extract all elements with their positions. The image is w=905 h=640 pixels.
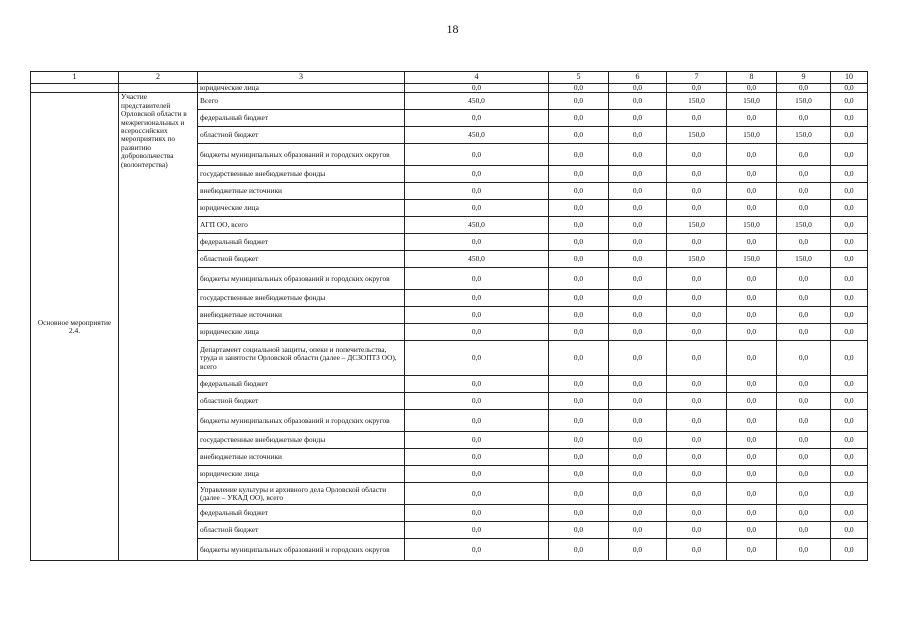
value-cell: 0,0 bbox=[777, 290, 831, 307]
value-cell: 0,0 bbox=[831, 290, 868, 307]
measure-label-cell: Основное мероприятие 2.4. bbox=[31, 93, 119, 561]
value-cell: 0,0 bbox=[405, 466, 549, 483]
value-cell: 0,0 bbox=[549, 483, 609, 505]
funding-source-cell: областной бюджет bbox=[198, 393, 405, 410]
value-cell: 0,0 bbox=[831, 127, 868, 144]
value-cell: 0,0 bbox=[667, 183, 727, 200]
funding-source-cell: государственные внебюджетные фонды bbox=[198, 166, 405, 183]
value-cell: 0,0 bbox=[405, 324, 549, 341]
value-cell: 0,0 bbox=[405, 376, 549, 393]
value-cell: 0,0 bbox=[777, 505, 831, 522]
value-cell: 0,0 bbox=[667, 84, 727, 93]
value-cell: 0,0 bbox=[777, 200, 831, 217]
funding-source-cell: бюджеты муниципальных образований и городских округов bbox=[198, 268, 405, 290]
value-cell: 0,0 bbox=[609, 234, 667, 251]
value-cell: 0,0 bbox=[549, 166, 609, 183]
value-cell: 0,0 bbox=[667, 393, 727, 410]
funding-source-cell: федеральный бюджет bbox=[198, 234, 405, 251]
value-cell: 0,0 bbox=[549, 539, 609, 561]
column-header: 9 bbox=[777, 72, 831, 84]
value-cell: 0,0 bbox=[727, 324, 777, 341]
value-cell: 0,0 bbox=[727, 234, 777, 251]
value-cell: 0,0 bbox=[549, 307, 609, 324]
value-cell: 0,0 bbox=[727, 522, 777, 539]
value-cell: 0,0 bbox=[727, 110, 777, 127]
funding-source-cell: областной бюджет bbox=[198, 522, 405, 539]
value-cell: 0,0 bbox=[831, 483, 868, 505]
value-cell: 0,0 bbox=[609, 324, 667, 341]
funding-source-cell: юридические лица bbox=[198, 324, 405, 341]
value-cell: 0,0 bbox=[549, 410, 609, 432]
value-cell: 0,0 bbox=[831, 166, 868, 183]
value-cell: 0,0 bbox=[549, 217, 609, 234]
value-cell: 0,0 bbox=[549, 393, 609, 410]
value-cell: 0,0 bbox=[667, 410, 727, 432]
value-cell: 0,0 bbox=[609, 483, 667, 505]
column-header: 5 bbox=[549, 72, 609, 84]
value-cell: 0,0 bbox=[727, 432, 777, 449]
value-cell: 0,0 bbox=[727, 483, 777, 505]
column-header: 4 bbox=[405, 72, 549, 84]
value-cell: 450,0 bbox=[405, 251, 549, 268]
budget-table bbox=[30, 71, 868, 561]
value-cell: 450,0 bbox=[405, 93, 549, 110]
funding-source-cell: федеральный бюджет bbox=[198, 110, 405, 127]
value-cell: 0,0 bbox=[609, 522, 667, 539]
value-cell: 0,0 bbox=[777, 84, 831, 93]
value-cell: 0,0 bbox=[405, 393, 549, 410]
value-cell: 0,0 bbox=[831, 376, 868, 393]
funding-source-cell: юридические лица bbox=[198, 466, 405, 483]
value-cell: 0,0 bbox=[609, 127, 667, 144]
value-cell: 0,0 bbox=[405, 110, 549, 127]
value-cell: 0,0 bbox=[777, 539, 831, 561]
value-cell: 0,0 bbox=[609, 539, 667, 561]
value-cell: 0,0 bbox=[549, 110, 609, 127]
value-cell: 0,0 bbox=[405, 144, 549, 166]
value-cell: 0,0 bbox=[549, 522, 609, 539]
value-cell: 0,0 bbox=[831, 93, 868, 110]
value-cell: 150,0 bbox=[777, 217, 831, 234]
value-cell: 0,0 bbox=[609, 84, 667, 93]
value-cell: 0,0 bbox=[667, 324, 727, 341]
value-cell: 0,0 bbox=[405, 234, 549, 251]
value-cell: 0,0 bbox=[831, 432, 868, 449]
value-cell: 0,0 bbox=[727, 268, 777, 290]
value-cell: 0,0 bbox=[727, 393, 777, 410]
column-header: 8 bbox=[727, 72, 777, 84]
funding-source-cell: Департамент социальной защиты, опеки и попечительства, труда и занятости Орловской области (далее – ДСЗОПТЗ ОО), всего bbox=[198, 341, 405, 376]
funding-source-cell: областной бюджет bbox=[198, 251, 405, 268]
value-cell: 0,0 bbox=[777, 183, 831, 200]
value-cell: 0,0 bbox=[405, 449, 549, 466]
value-cell: 150,0 bbox=[667, 93, 727, 110]
table-header-row bbox=[31, 72, 868, 84]
value-cell: 0,0 bbox=[609, 376, 667, 393]
value-cell: 0,0 bbox=[727, 200, 777, 217]
value-cell: 0,0 bbox=[549, 127, 609, 144]
value-cell: 0,0 bbox=[667, 166, 727, 183]
value-cell: 0,0 bbox=[609, 505, 667, 522]
value-cell: 150,0 bbox=[667, 217, 727, 234]
table-row bbox=[31, 93, 868, 110]
value-cell: 0,0 bbox=[831, 522, 868, 539]
value-cell: 0,0 bbox=[831, 110, 868, 127]
value-cell: 0,0 bbox=[405, 522, 549, 539]
value-cell: 0,0 bbox=[609, 290, 667, 307]
funding-source-cell: внебюджетные источники bbox=[198, 307, 405, 324]
value-cell: 0,0 bbox=[831, 234, 868, 251]
value-cell: 0,0 bbox=[405, 341, 549, 376]
value-cell: 0,0 bbox=[831, 410, 868, 432]
value-cell: 0,0 bbox=[831, 183, 868, 200]
value-cell: 0,0 bbox=[609, 251, 667, 268]
value-cell: 0,0 bbox=[549, 200, 609, 217]
value-cell: 0,0 bbox=[777, 410, 831, 432]
value-cell: 0,0 bbox=[549, 234, 609, 251]
value-cell: 0,0 bbox=[831, 84, 868, 93]
value-cell: 0,0 bbox=[667, 234, 727, 251]
value-cell: 0,0 bbox=[609, 268, 667, 290]
value-cell: 450,0 bbox=[405, 127, 549, 144]
value-cell: 0,0 bbox=[831, 539, 868, 561]
value-cell: 150,0 bbox=[727, 217, 777, 234]
funding-source-cell: бюджеты муниципальных образований и городских округов bbox=[198, 539, 405, 561]
value-cell: 0,0 bbox=[609, 341, 667, 376]
value-cell: 0,0 bbox=[831, 217, 868, 234]
value-cell: 0,0 bbox=[831, 449, 868, 466]
value-cell: 0,0 bbox=[667, 110, 727, 127]
funding-source-cell: областной бюджет bbox=[198, 127, 405, 144]
value-cell: 0,0 bbox=[667, 144, 727, 166]
value-cell: 0,0 bbox=[727, 341, 777, 376]
funding-source-cell: государственные внебюджетные фонды bbox=[198, 290, 405, 307]
column-header: 2 bbox=[119, 72, 198, 84]
column-header: 3 bbox=[198, 72, 405, 84]
value-cell: 150,0 bbox=[727, 251, 777, 268]
funding-source-cell: федеральный бюджет bbox=[198, 376, 405, 393]
value-cell: 150,0 bbox=[777, 93, 831, 110]
value-cell: 0,0 bbox=[727, 505, 777, 522]
value-cell: 0,0 bbox=[549, 144, 609, 166]
value-cell: 0,0 bbox=[609, 183, 667, 200]
value-cell: 150,0 bbox=[667, 127, 727, 144]
value-cell: 0,0 bbox=[609, 393, 667, 410]
value-cell: 0,0 bbox=[667, 505, 727, 522]
value-cell: 0,0 bbox=[777, 166, 831, 183]
value-cell: 0,0 bbox=[405, 84, 549, 93]
value-cell: 0,0 bbox=[405, 539, 549, 561]
value-cell: 0,0 bbox=[667, 268, 727, 290]
value-cell: 0,0 bbox=[549, 432, 609, 449]
value-cell: 0,0 bbox=[609, 466, 667, 483]
value-cell: 0,0 bbox=[831, 307, 868, 324]
value-cell: 0,0 bbox=[777, 268, 831, 290]
value-cell: 450,0 bbox=[405, 217, 549, 234]
value-cell: 0,0 bbox=[609, 110, 667, 127]
value-cell: 0,0 bbox=[405, 505, 549, 522]
value-cell: 0,0 bbox=[727, 449, 777, 466]
column-header: 10 bbox=[831, 72, 868, 84]
value-cell: 150,0 bbox=[727, 127, 777, 144]
value-cell: 0,0 bbox=[549, 341, 609, 376]
value-cell: 0,0 bbox=[727, 307, 777, 324]
value-cell: 0,0 bbox=[405, 183, 549, 200]
funding-source-cell: АГП ОО, всего bbox=[198, 217, 405, 234]
value-cell: 0,0 bbox=[405, 483, 549, 505]
value-cell: 0,0 bbox=[777, 483, 831, 505]
value-cell: 0,0 bbox=[549, 251, 609, 268]
value-cell: 0,0 bbox=[609, 449, 667, 466]
empty-cell bbox=[119, 84, 198, 93]
value-cell: 0,0 bbox=[667, 376, 727, 393]
value-cell: 0,0 bbox=[831, 144, 868, 166]
value-cell: 0,0 bbox=[667, 432, 727, 449]
value-cell: 0,0 bbox=[667, 449, 727, 466]
value-cell: 0,0 bbox=[831, 341, 868, 376]
value-cell: 0,0 bbox=[667, 539, 727, 561]
value-cell: 0,0 bbox=[549, 324, 609, 341]
value-cell: 0,0 bbox=[549, 449, 609, 466]
value-cell: 0,0 bbox=[831, 268, 868, 290]
funding-source-cell: Всего bbox=[198, 93, 405, 110]
value-cell: 0,0 bbox=[405, 410, 549, 432]
value-cell: 0,0 bbox=[667, 307, 727, 324]
value-cell: 0,0 bbox=[405, 268, 549, 290]
value-cell: 0,0 bbox=[609, 432, 667, 449]
value-cell: 0,0 bbox=[777, 341, 831, 376]
value-cell: 0,0 bbox=[727, 290, 777, 307]
value-cell: 0,0 bbox=[777, 522, 831, 539]
value-cell: 0,0 bbox=[831, 200, 868, 217]
value-cell: 150,0 bbox=[777, 251, 831, 268]
funding-source-cell: государственные внебюджетные фонды bbox=[198, 432, 405, 449]
value-cell: 150,0 bbox=[777, 127, 831, 144]
value-cell: 0,0 bbox=[727, 183, 777, 200]
value-cell: 0,0 bbox=[549, 290, 609, 307]
value-cell: 0,0 bbox=[777, 449, 831, 466]
value-cell: 0,0 bbox=[667, 466, 727, 483]
value-cell: 0,0 bbox=[405, 307, 549, 324]
value-cell: 0,0 bbox=[727, 166, 777, 183]
funding-source-cell: внебюджетные источники bbox=[198, 449, 405, 466]
value-cell: 0,0 bbox=[549, 93, 609, 110]
funding-source-cell: бюджеты муниципальных образований и городских округов bbox=[198, 410, 405, 432]
value-cell: 0,0 bbox=[777, 432, 831, 449]
value-cell: 0,0 bbox=[777, 307, 831, 324]
value-cell: 0,0 bbox=[667, 200, 727, 217]
value-cell: 0,0 bbox=[831, 505, 868, 522]
value-cell: 150,0 bbox=[727, 93, 777, 110]
value-cell: 0,0 bbox=[831, 393, 868, 410]
value-cell: 0,0 bbox=[405, 166, 549, 183]
value-cell: 0,0 bbox=[831, 251, 868, 268]
value-cell: 0,0 bbox=[777, 466, 831, 483]
value-cell: 0,0 bbox=[777, 393, 831, 410]
value-cell: 0,0 bbox=[777, 110, 831, 127]
value-cell: 0,0 bbox=[405, 432, 549, 449]
value-cell: 0,0 bbox=[727, 466, 777, 483]
value-cell: 0,0 bbox=[727, 84, 777, 93]
value-cell: 0,0 bbox=[405, 290, 549, 307]
value-cell: 0,0 bbox=[609, 200, 667, 217]
value-cell: 0,0 bbox=[831, 466, 868, 483]
funding-source-cell: юридические лица bbox=[198, 84, 405, 93]
value-cell: 0,0 bbox=[609, 410, 667, 432]
value-cell: 0,0 bbox=[609, 144, 667, 166]
value-cell: 0,0 bbox=[667, 522, 727, 539]
value-cell: 0,0 bbox=[609, 307, 667, 324]
table-row bbox=[31, 84, 868, 93]
value-cell: 0,0 bbox=[405, 200, 549, 217]
funding-source-cell: федеральный бюджет bbox=[198, 505, 405, 522]
value-cell: 0,0 bbox=[667, 483, 727, 505]
column-header: 7 bbox=[667, 72, 727, 84]
value-cell: 0,0 bbox=[727, 376, 777, 393]
value-cell: 0,0 bbox=[777, 376, 831, 393]
value-cell: 0,0 bbox=[609, 166, 667, 183]
value-cell: 0,0 bbox=[777, 144, 831, 166]
funding-source-cell: Управление культуры и архивного дела Орловской области (далее – УКАД ОО), всего bbox=[198, 483, 405, 505]
funding-source-cell: бюджеты муниципальных образований и городских округов bbox=[198, 144, 405, 166]
value-cell: 0,0 bbox=[777, 234, 831, 251]
value-cell: 0,0 bbox=[727, 144, 777, 166]
empty-cell bbox=[31, 84, 119, 93]
value-cell: 0,0 bbox=[549, 268, 609, 290]
value-cell: 0,0 bbox=[831, 324, 868, 341]
value-cell: 0,0 bbox=[609, 217, 667, 234]
column-header: 6 bbox=[609, 72, 667, 84]
page-number: 18 bbox=[446, 22, 459, 36]
value-cell: 0,0 bbox=[727, 410, 777, 432]
value-cell: 0,0 bbox=[727, 539, 777, 561]
value-cell: 0,0 bbox=[667, 341, 727, 376]
funding-source-cell: юридические лица bbox=[198, 200, 405, 217]
value-cell: 0,0 bbox=[667, 290, 727, 307]
value-cell: 0,0 bbox=[549, 505, 609, 522]
value-cell: 0,0 bbox=[549, 466, 609, 483]
activity-label-cell: Участие представителей Орловской области в межрегиональных и всероссийских мероприятиях по развитию добровольчества (волонтерства) bbox=[119, 93, 198, 561]
column-header: 1 bbox=[31, 72, 119, 84]
value-cell: 0,0 bbox=[549, 376, 609, 393]
funding-source-cell: внебюджетные источники bbox=[198, 183, 405, 200]
value-cell: 0,0 bbox=[777, 324, 831, 341]
value-cell: 150,0 bbox=[667, 251, 727, 268]
value-cell: 0,0 bbox=[609, 93, 667, 110]
value-cell: 0,0 bbox=[549, 183, 609, 200]
value-cell: 0,0 bbox=[549, 84, 609, 93]
